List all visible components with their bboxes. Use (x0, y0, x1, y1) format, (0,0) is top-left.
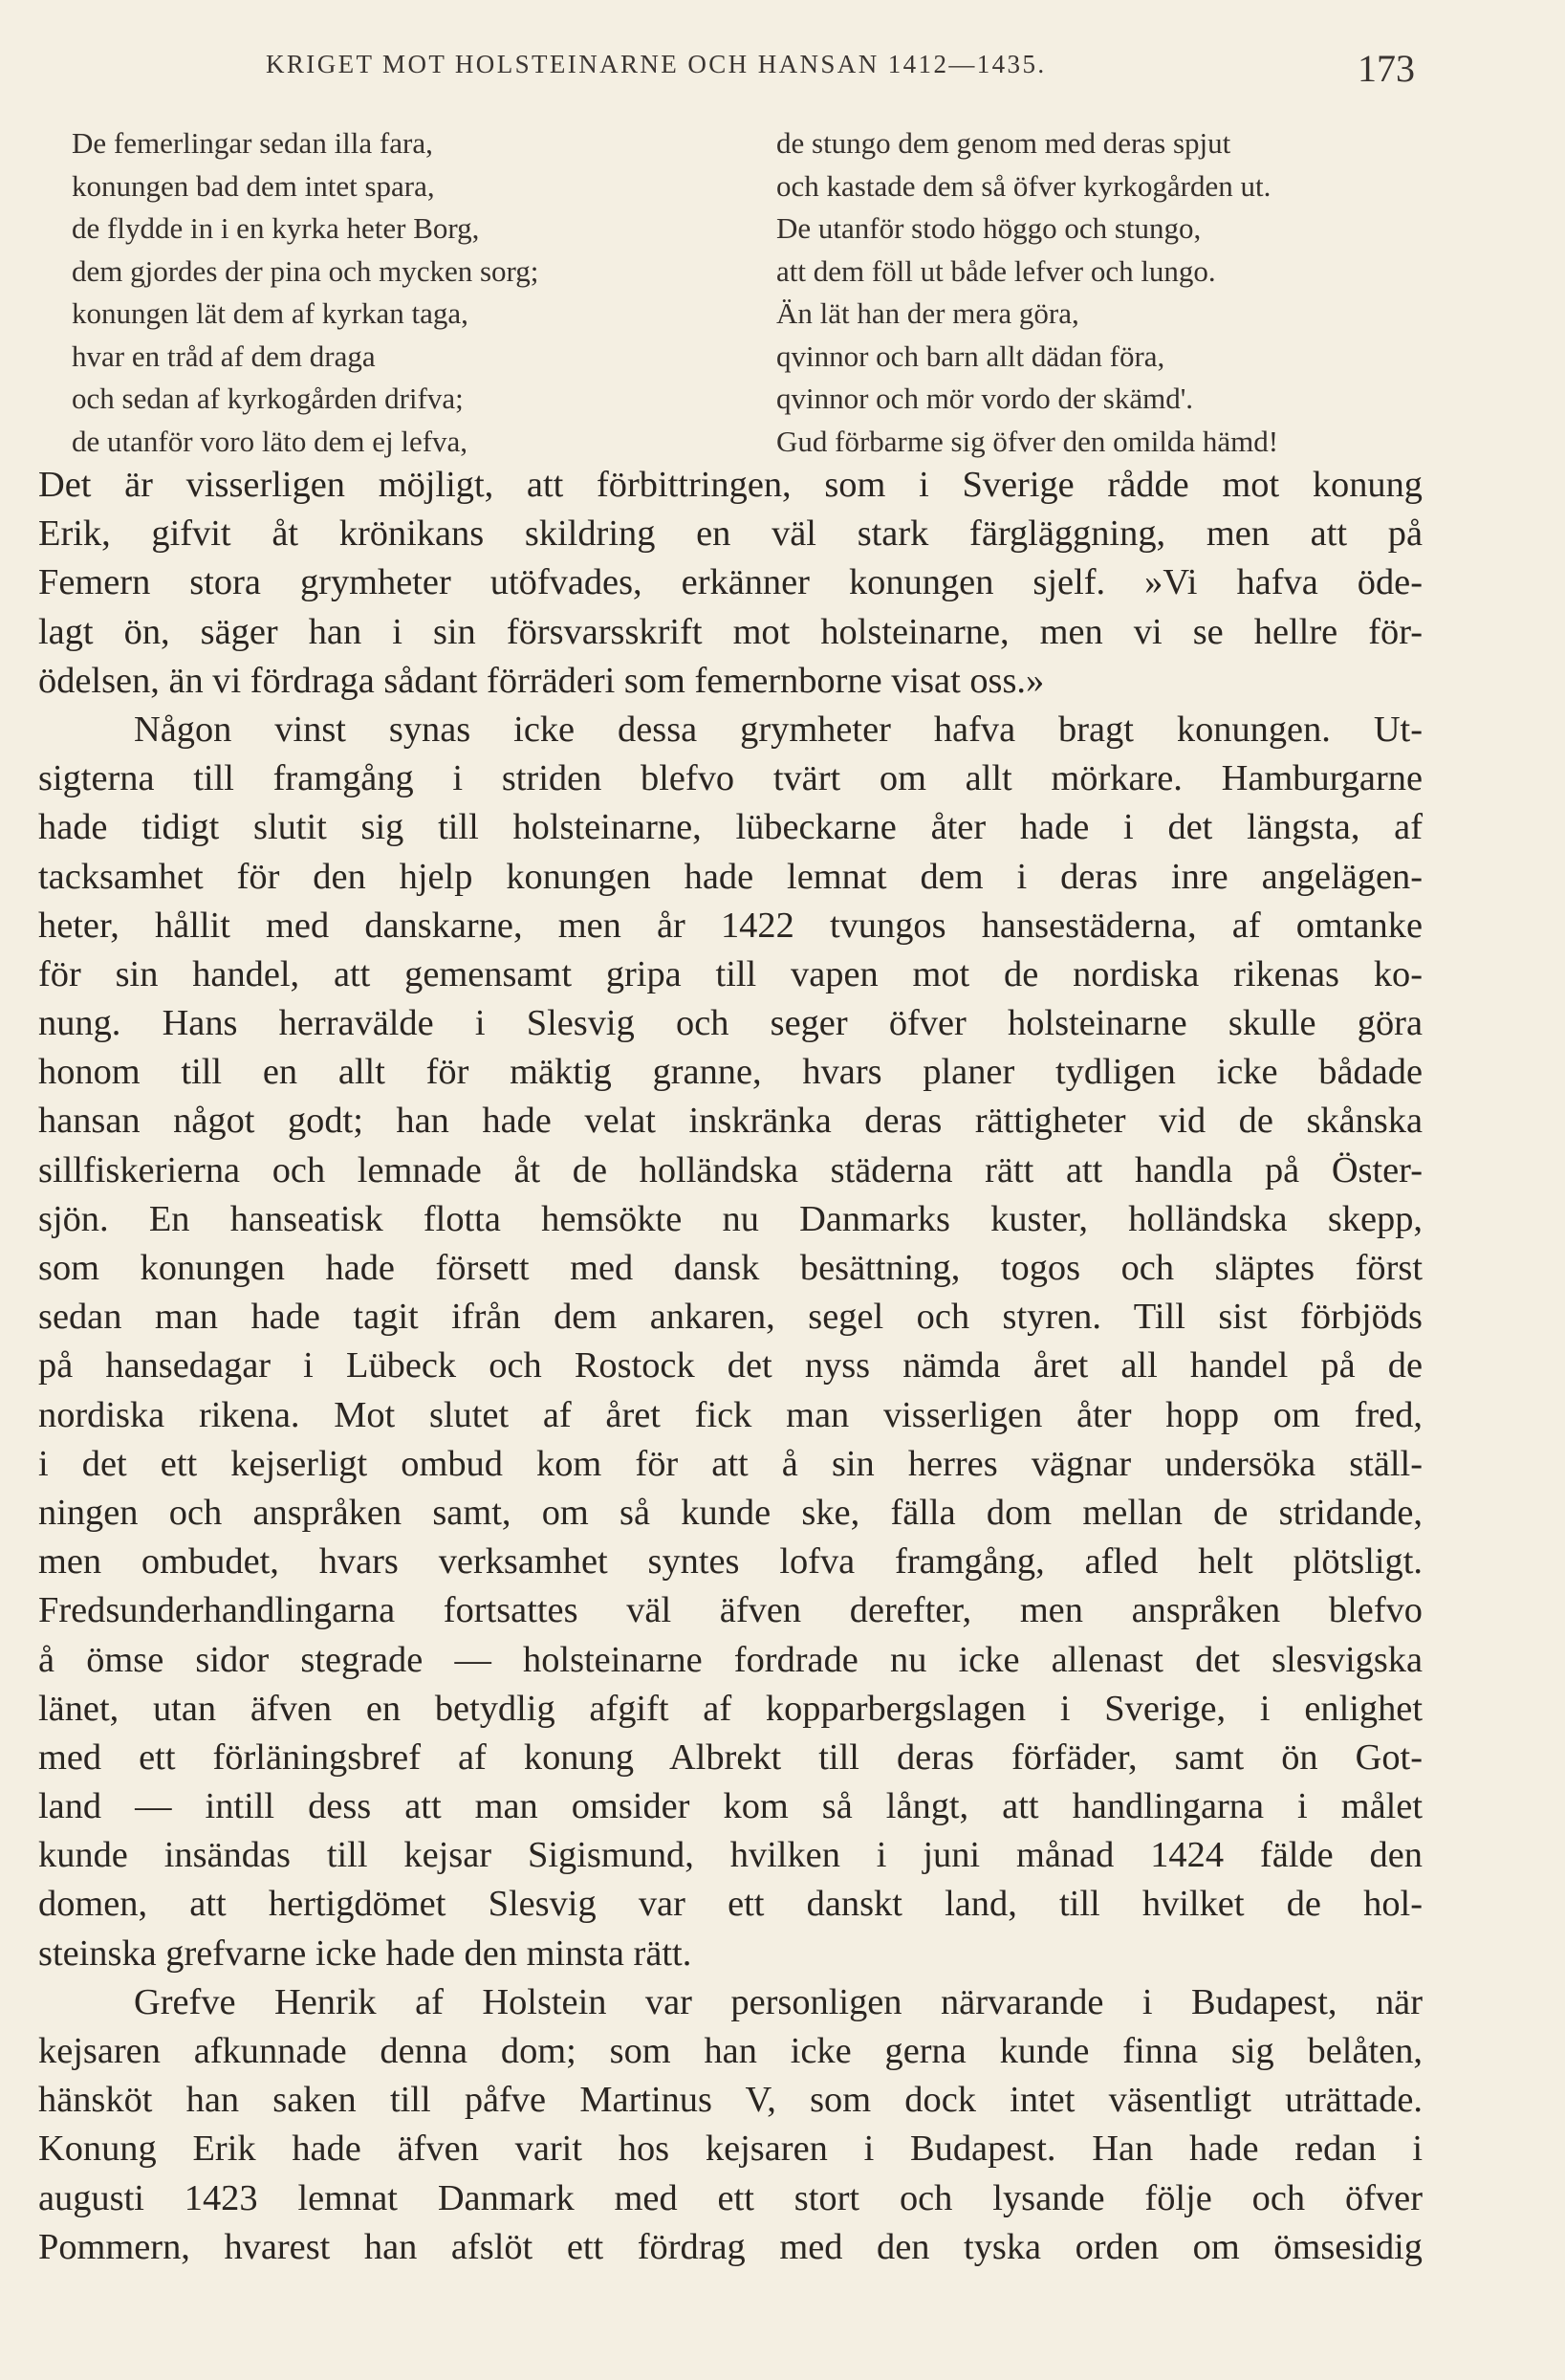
prose-line: ödelsen, än vi fördraga sådant förräderi som femernborne visat oss.» (38, 660, 1045, 701)
verse-line: De utanför stodo höggo och stungo, (776, 211, 1202, 245)
prose-line: Femern stora grymheter utöfvades, erkänner konungen sjelf. »Vi hafva öde- (38, 562, 1423, 603)
prose-line: sigterna till framgång i striden blefvo tvärt om allt mörkare. Hamburgarne (38, 758, 1423, 799)
prose-line: Någon vinst synas icke dessa grymheter hafva bragt konungen. Ut- (134, 709, 1423, 750)
prose-line: sillfiskerierna och lemnade åt de holländska städerna rätt att handla på Öster- (38, 1149, 1423, 1190)
prose-line: augusti 1423 lemnat Danmark med ett stort och lysande följe och öfver (38, 2177, 1423, 2218)
prose-line: nung. Hans herravälde i Slesvig och seger öfver holsteinarne skulle göra (38, 1003, 1423, 1044)
prose-line: kunde insändas till kejsar Sigismund, hvilken i juni månad 1424 fälde den (38, 1835, 1423, 1876)
page-number: 173 (1358, 47, 1415, 90)
verse-line: hvar en tråd af dem draga (72, 338, 376, 373)
verse-line: de utanför voro läto dem ej lefva, (72, 424, 468, 458)
prose-line: land — intill dess att man omsider kom så långt, att handlingarna i målet (38, 1786, 1423, 1827)
prose-line: heter, hållit med danskarne, men år 1422 tvungos hansestäderna, af omtanke (38, 905, 1423, 946)
verse-line: qvinnor och mör vordo der skämd'. (776, 382, 1194, 415)
verse-line: de stungo dem genom med deras spjut (776, 126, 1231, 160)
verse-line: dem gjordes der pina och mycken sorg; (72, 253, 539, 288)
prose-line: men ombudet, hvars verksamhet syntes lofva framgång, afled helt plötsligt. (38, 1541, 1423, 1583)
verse-line: De femerlingar sedan illa fara, (72, 126, 433, 160)
prose-line: hade tidigt slutit sig till holsteinarne, lübeckarne åter hade i det längsta, af (38, 807, 1423, 848)
verse-line: de flydde in i en kyrka heter Borg, (72, 211, 480, 245)
prose-line: på hansedagar i Lübeck och Rostock det nyss nämda året all handel på de (38, 1345, 1423, 1387)
prose-line: Konung Erik hade äfven varit hos kejsaren i Budapest. Han hade redan i (38, 2129, 1423, 2170)
prose-line: domen, att hertigdömet Slesvig var ett danskt land, till hvilket de hol- (38, 1884, 1423, 1925)
body-text (38, 461, 1423, 2272)
prose-line: som konungen hade försett med dansk besättning, togos och släptes först (38, 1248, 1423, 1288)
prose-line: honom till en allt för mäktig granne, hvars planer tydligen icke bådade (38, 1052, 1423, 1093)
prose-line: för sin handel, att gemensamt gripa till vapen mot de nordiska rikenas ko- (38, 953, 1423, 994)
prose-line: sedan man hade tagit ifrån dem ankaren, segel och styren. Till sist förbjöds (38, 1297, 1423, 1338)
prose-line: Pommern, hvarest han afslöt ett fördrag med den tyska orden om ömsesidig (38, 2226, 1423, 2267)
prose-line: ningen och anspråken samt, om så kunde ske, fälla dom mellan de stridande, (38, 1492, 1423, 1533)
prose-line: Det är visserligen möjligt, att förbittringen, som i Sverige rådde mot konung (38, 465, 1423, 505)
prose-line: kejsaren afkunnade denna dom; som han icke gerna kunde finna sig belåten, (38, 2031, 1423, 2071)
prose-line: lagt ön, säger han i sin försvarsskrift mot holsteinarne, men vi se hellre för- (38, 611, 1423, 652)
verse-line: Än lät han der mera göra, (776, 296, 1079, 330)
verse-line: konungen bad dem intet spara, (72, 168, 435, 203)
prose-line: tacksamhet för den hjelp konungen hade lemnat dem i deras inre angelägen- (38, 856, 1423, 897)
prose-line: Fredsunderhandlingarna fortsattes väl äfven derefter, men anspråken blefvo (38, 1590, 1423, 1631)
verse-line: konungen lät dem af kyrkan taga, (72, 296, 468, 330)
running-head: KRIGET MOT HOLSTEINARNE OCH HANSAN 1412—1435. (266, 50, 1047, 78)
prose-line: i det ett kejserligt ombud kom för att å sin herres vägnar undersöka ställ- (38, 1443, 1423, 1484)
verse-line: och sedan af kyrkogården drifva; (72, 382, 464, 415)
verse-column-left (72, 122, 538, 463)
prose-line: Grefve Henrik af Holstein var personligen närvarande i Budapest, när (134, 1981, 1423, 2022)
prose-line: hänsköt han saken till påfve Martinus V, som dock intet väsentligt uträttade. (38, 2080, 1423, 2121)
prose-line: Erik, gifvit åt krönikans skildring en väl stark färgläggning, men att på (38, 513, 1423, 555)
prose-line: nordiska rikena. Mot slutet af året fick man visserligen åter hopp om fred, (38, 1394, 1423, 1435)
verse-line: Gud förbarme sig öfver den omilda hämd! (776, 424, 1279, 458)
prose-line: hansan något godt; han hade velat inskränka deras rättigheter vid de skånska (38, 1101, 1423, 1142)
verse-line: och kastade dem så öfver kyrkogården ut. (776, 168, 1272, 203)
verse-column-right (776, 122, 1278, 463)
prose-line: å ömse sidor stegrade — holsteinarne fordrade nu icke allenast det slesvigska (38, 1639, 1423, 1680)
prose-line: sjön. En hanseatisk flotta hemsökte nu Danmarks kuster, holländska skepp, (38, 1198, 1423, 1239)
prose-line: länet, utan äfven en betydlig afgift af kopparbergslagen i Sverige, i enlighet (38, 1688, 1423, 1729)
verse-line: qvinnor och barn allt dädan föra, (776, 338, 1165, 373)
prose-line: steinska grefvarne icke hade den minsta rätt. (38, 1932, 692, 1974)
verse-line: att dem föll ut både lefver och lungo. (776, 253, 1216, 288)
prose-line: med ett förläningsbref af konung Albrekt till deras förfäder, samt ön Got- (38, 1736, 1423, 1778)
